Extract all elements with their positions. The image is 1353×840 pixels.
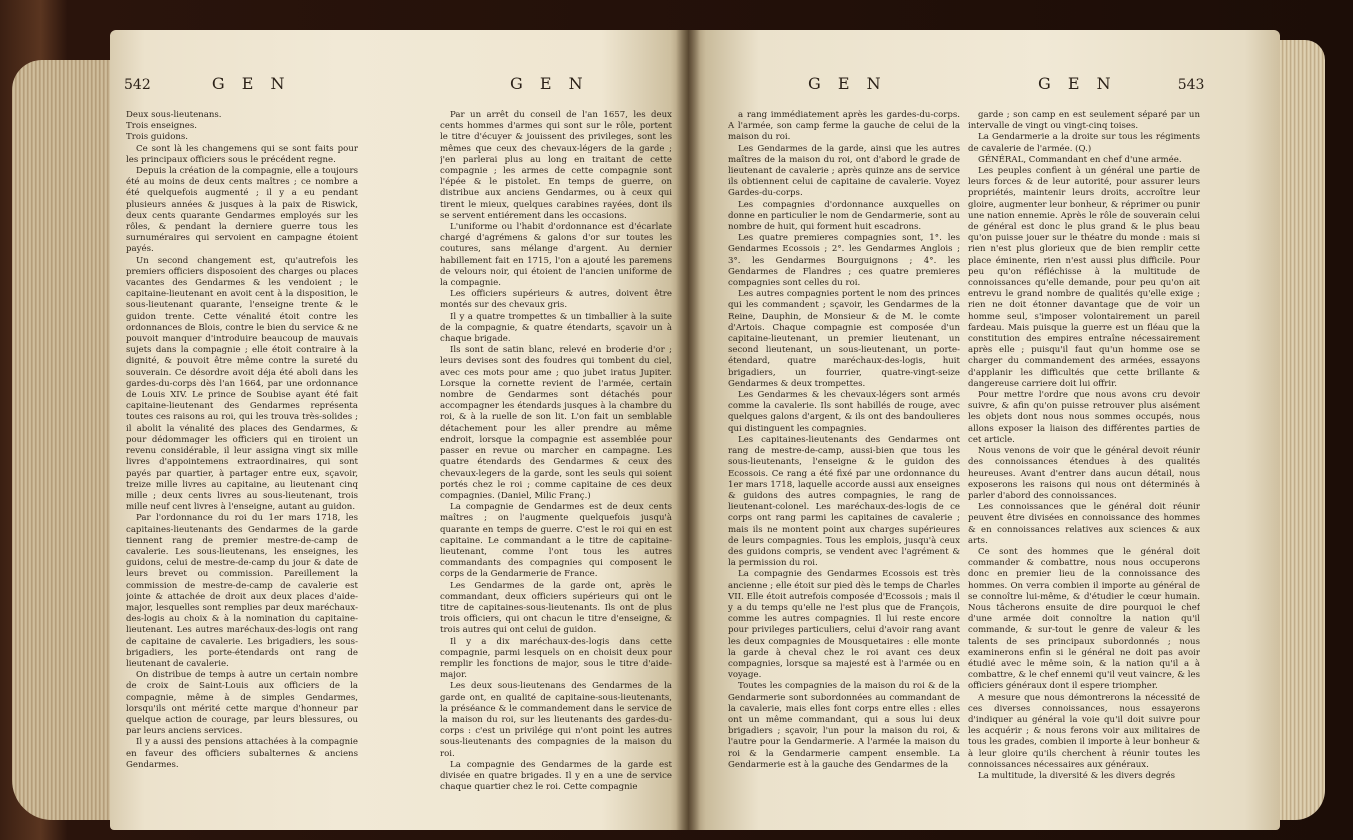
left-page — [110, 30, 688, 830]
paragraph: La compagnie de Gendarmes est de deux cents maîtres ; on l'augmente quelquefois jusqu'à quarante en temps de guerre. C'est le roi qui en est capitaine. Le commandant a le titre de capitaine-lieutenant, comme l'ont tous les autres commandants des compagnies qui composent le corps de la Gendarmerie de France. — [440, 502, 672, 580]
paragraph: Les autres compagnies portent le nom des princes qui les commandent ; sçavoir, les Gendarmes de la Reine, Dauphin, de Monsieur & de M. le comte d'Artois. Chaque compagnie est composée d'un capitaine-lieutenant, un premier lieutenant, un second lieutenant, un sous-lieutenant, un porte-étendard, quatre maréchaux-des-logis, huit brigadiers, un fourrier, quatre-vingt-seize Gendarmes & deux trompettes. — [728, 289, 960, 389]
right-page-header-right — [1038, 74, 1204, 100]
paragraph: Les quatre premieres compagnies sont, 1°. les Gendarmes Ecossois ; 2°. les Gendarmes Anglois ; 3°. les Gendarmes Bourguignons ; 4°. les Gendarmes de Flandres ; ces quatre premieres compagnies sont celles du roi. — [728, 233, 960, 289]
right-column-2 — [968, 110, 1200, 810]
paragraph: Trois enseignes. — [126, 121, 198, 132]
paragraph: Trois guidons. — [126, 132, 189, 143]
paragraph: La compagnie des Gendarmes de la garde est divisée en quatre brigades. Il y en a une de service chaque quartier chez le roi. Cette compagnie — [440, 759, 672, 793]
paragraph: Ils sont de satin blanc, relevé en broderie d'or ; leurs devises sont des foudres qui tombent du ciel, avec ces mots pour ame ; quo jubet iratus Jupiter. Lorsque la cornette revient de l'armée, certain nombre de Gendarmes sont détachés pour accompagner les étendards jusques à la chambre du roi, & à la ruelle de son lit. L'on fait un semblable détachement pour les aller prendre au même endroit, lorsque la compagnie est assemblée pour passer en revue ou marcher en campagne. Les quatre étendards des Gendarmes & ceux des chevaux-legers de la garde, sont les seuls qui soient portés chez le roi ; comme capitaine de ces deux compagnies. (Daniel, Milic Franç.) — [440, 345, 672, 501]
left-page-edges — [12, 60, 112, 820]
left-column-2 — [440, 110, 672, 810]
paragraph: Il y a aussi des pensions attachées à la compagnie en faveur des officiers subalternes & anciens Gendarmes. — [126, 737, 358, 770]
paragraph: Les Gendarmes de la garde ont, après le commandant, deux officiers supérieurs qui ont le titre de capitaines-sous-lieutenants. Ils ont de plus trois officiers, qui ont chacun le titre d'enseigne, & trois autres qui ont celui de guidon. — [440, 580, 672, 636]
left-column-1 — [126, 110, 358, 810]
paragraph: On distribue de temps à autre un certain nombre de croix de Saint-Louis aux officiers de la compagnie, même à de simples Gendarmes, lorsqu'ils ont mérité cette marque d'honneur par quelque action de courage, par leurs blessures, ou par leurs anciens services. — [126, 670, 358, 737]
paragraph: Nous venons de voir que le général devoit réunir des connoissances étendues à des qualités heureuses. Avant d'entrer dans aucun détail, nous exposerons les raisons qui nous ont déterminés à parler d'abord des connoissances. — [968, 446, 1200, 501]
right-header-title-2: G E N — [1038, 74, 1117, 93]
paragraph: Toutes les compagnies de la maison du roi & de la Gendarmerie sont subordonnées au commandant de la cavalerie, mais elles font corps entre elles : elles ont un même commandant, qui a sous lui deux brigadiers ; sçavoir, l'un pour la maison du roi, & l'autre pour la Gendarmerie. A l'armée la maison du roi & la Gendarmerie campent ensemble. La Gendarmerie est à la gauche des Gendarmes de la — [728, 681, 960, 770]
right-header-title-1: G E N — [808, 74, 887, 93]
paragraph: Il y a dix maréchaux-des-logis dans cette compagnie, parmi lesquels on en choisit deux pour remplir les fonctions de major, sous le titre d'aide-major. — [440, 636, 672, 681]
paragraph: Un second changement est, qu'autrefois les premiers officiers disposoient des charges ou places vacantes des Gendarmes & les vendoient ; le capitaine-lieutenant en avoit cent à la disposition, le sous-lieutenant quarante, l'enseigne trente & le guidon trente. Cette vénalité étoit contre les ordonnances de Blois, contre le bien du service & ne pouvoit manquer d'introduire beaucoup de mauvais sujets dans la compagnie ; elle étoit contraire à la dignité, & pouvoit être même contre la sureté du souverain. Ce désordre avoit déja été aboli dans les gardes-du-corps dès l'an 1664, par une ordonnance de Louis XIV. Le prince de Soubise ayant été fait capitaine-lieutenant des Gendarmes représenta toutes ces raisons au roi, qui les trouva très-solides ; il abolit la vénalité des places des Gendarmes, & pour dédommager les officiers qui en tiroient un revenu considérable, il leur assigna vingt six mille livres d'appointemens extraordinaires, qui sont payés par quartier, à partager entre eux, sçavoir, treize mille livres au capitaine, au lieutenant cinq mille ; deux cents livres au sous-lieutenant, trois mille neuf cent livres à l'enseigne, autant au guidon. — [126, 255, 358, 513]
paragraph: Ce sont des hommes que le général doit commander & combattre, nous nous occuperons donc en premier lieu de la connoissance des hommes. On verra combien il importe au général de se connoître lui-même, & d'étudier le cœur humain. Nous tâcherons ensuite de dire pourquoi le chef d'une armée doit connoître la nation qu'il commande, & sur-tout le genre de valeur & les talents de ses principaux subordonnés ; nous examinerons enfin si le général ne doit pas avoir étudié avec le même soin, & la nation qu'il a à combattre, & le chef ennemi qu'il veut vaincre, & les officiers généraux dont il espere triompher. — [968, 546, 1200, 692]
paragraph: a rang immédiatement après les gardes-du-corps. A l'armée, son camp ferme la gauche de celui de la maison du roi. — [728, 110, 960, 143]
paragraph: Les deux sous-lieutenans des Gendarmes de la garde ont, en qualité de capitaine-sous-lieutenants, la préséance & le commandement dans le service de la maison du roi, sur les lieutenants des gardes-du-corps : c'est un privilége qui n'ont point les autres sous-lieutenants des compagnies de la maison du roi. — [440, 681, 672, 759]
paragraph: Il y a quatre trompettes & un timballier à la suite de la compagnie, & quatre étendarts, sçavoir un à chaque brigade. — [440, 311, 672, 345]
paragraph: L'uniforme ou l'habit d'ordonnance est d'écarlate chargé d'agrémens & galons d'or sur toutes les coutures, sans mélange d'argent. Au dernier habillement fait en 1715, l'on a ajouté les paremens de velours noir, qui étoient de l'ancien uniforme de la compagnie. — [440, 222, 672, 289]
right-page-number: 543 — [1177, 77, 1205, 93]
paragraph: Deux sous-lieutenans. — [126, 110, 222, 120]
paragraph: GÉNÉRAL, Commandant en chef d'une armée. — [978, 154, 1182, 165]
left-header-title-1: G E N — [211, 74, 291, 93]
paragraph: Les compagnies d'ordonnance auxquelles on donne en particulier le nom de Gendarmerie, sont au nombre de huit, qui forment huit escadrons. — [728, 199, 960, 233]
left-header-title-2: G E N — [510, 74, 589, 93]
paragraph: Par un arrêt du conseil de l'an 1657, les deux cents hommes d'armes qui sont sur le rôle, portent le titre d'écuyer & jouissent des privileges, sont les mêmes que ceux des chevaux-légers de la garde ; j'en parlerai plus au long en traitant de cette compagnie ; les armes de cette compagnie sont l'épée & le pistolet. En temps de guerre, on distribue aux anciens Gendarmes, ou à ceux qui tirent le mieux, quelques carabines rayées, dont ils se servent entiérement dans les occasions. — [440, 110, 672, 221]
paragraph: Les Gendarmes & les chevaux-légers sont armés comme la cavalerie. Ils sont habillés de rouge, avec quelques galons d'argent, & ils ont des bandoulieres qui distinguent les compagnies. — [728, 390, 960, 434]
book-gutter — [676, 30, 700, 830]
right-page — [688, 30, 1280, 830]
paragraph: La compagnie des Gendarmes Ecossois est très ancienne ; elle étoit sur pied dès le temps de Charles VII. Elle étoit autrefois composée d'Ecossois ; mais il y a du temps qu'elle ne l'est plus que de François, comme les autres compagnies. Il lui reste encore pour privileges particuliers, celui d'avoir rang avant les deux compagnies de Mousquetaires : elle monte la garde à cheval chez le roi avant ces deux compagnies, lorsque sa majesté est à l'armée ou en voyage. — [728, 569, 960, 681]
paragraph: Les peuples confient à un général une partie de leurs forces & de leur autorité, pour assurer leurs propriétés, maintenir leurs droits, accroître leur gloire, augmenter leur bonheur, & réprimer ou punir une nation ennemie. Après le rôle de souverain celui de général est donc le plus grand & le plus beau qu'on puisse jouer sur le théatre du monde : mais si rien n'est plus glorieux que de bien remplir cette place éminente, rien n'est aussi plus difficile. Pour peu qu'on réfléchisse à la multitude de connoissances qu'elle demande, pour peu qu'on ait entrevu le grand nombre de qualités qu'elle exige ; rien ne doit étonner davantage que de voir un homme seul, s'imposer volontairement un pareil fardeau. Mais puisque la guerre est un fléau que la constitution des empires entraîne nécessairement après elle ; puisqu'il faut qu'un homme ose se charger du commandement des armées, essayons d'applanir les difficultés que cette brillante & dangereuse carriere doit lui offrir. — [968, 166, 1200, 389]
paragraph: Les capitaines-lieutenants des Gendarmes ont rang de mestre-de-camp, aussi-bien que tous les sous-lieutenants, l'enseigne & le guidon des Ecossois. Ce rang a été fixé par une ordonnance du 1er mars 1718, laquelle accorde aussi aux enseignes & guidons des autres compagnies, le rang de lieutenant-colonel. Les maréchaux-des-logis de ce corps ont rang parmi les capitaines de cavalerie ; mais ils ne montent point aux charges supérieures de leurs compagnies. Tous les emplois, jusqu'à ceux des guidons compris, se vendent avec l'agrément & la permission du roi. — [728, 434, 960, 569]
paragraph: Les officiers supérieurs & autres, doivent être montés sur des chevaux gris. — [440, 289, 672, 311]
left-page-header-left — [124, 74, 290, 100]
paragraph: Pour mettre l'ordre que nous avons cru devoir suivre, & afin qu'on puisse retrouver plus aisément les objets dont nous nous sommes occupés, nous allons exposer la liaison des différentes parties de cet article. — [968, 390, 1200, 445]
paragraph: Les connoissances que le général doit réunir peuvent être divisées en connoissance des hommes & en connoissances relatives aux sciences & aux arts. — [968, 502, 1200, 546]
paragraph: A mesure que nous démontrerons la nécessité de ces diverses connoissances, nous essayerons d'indiquer au général la voie qu'il doit suivre pour les acquérir ; & nous ferons voir aux militaires de tous les grades, combien il importe à leur bonheur & à leur gloire qu'ils cherchent à réunir toutes les connoissances nécessaires aux généraux. — [968, 692, 1200, 770]
paragraph: La multitude, la diversité & les divers degrés — [978, 770, 1176, 781]
left-page-number: 542 — [124, 77, 151, 93]
paragraph: Ce sont là les changemens qui se sont faits pour les principaux officiers sous le précédent regne. — [126, 143, 358, 165]
paragraph: Depuis la création de la compagnie, elle a toujours été au moins de deux cents maîtres ; ce nombre a été quelquefois augmenté ; il y a eu pendant plusieurs années & jusques à la paix de Riswick, deux cents quarante Gendarmes employés sur les rôles, & pendant la derniere guerre tous les surnuméraires qui servoient en campagne étoient payés. — [126, 166, 358, 255]
paragraph: Par l'ordonnance du roi du 1er mars 1718, les capitaines-lieutenants des Gendarmes de la garde tiennent rang de premier mestre-de-camp de cavalerie. Les sous-lieutenans, les enseignes, les guidons, celui de mestre-de-camp du jour & date de leurs brevet ou commission. Pareillement la commission de mestre-de-camp de cavalerie est jointe & attachée de droit aux deux places d'aide-major, lesquelles sont remplies par deux maréchaux-des-logis au choix & à la nomination du capitaine-lieutenant. Les autres maréchaux-des-logis ont rang de capitaine de cavalerie. Les brigadiers, les sous-brigadiers, les porte-étendards ont rang de lieutenant de cavalerie. — [126, 513, 358, 669]
paragraph: La Gendarmerie a la droite sur tous les régiments de cavalerie de l'armée. (Q.) — [968, 132, 1200, 154]
paragraph: garde ; son camp en est seulement séparé par un intervalle de vingt ou vingt-cinq toises. — [968, 110, 1200, 132]
right-page-header-left — [808, 74, 887, 100]
right-page-edges — [1275, 40, 1325, 820]
left-page-header-right — [510, 74, 589, 100]
right-column-1 — [728, 110, 960, 810]
paragraph: Les Gendarmes de la garde, ainsi que les autres maîtres de la maison du roi, ont d'abord le grade de lieutenant de cavalerie ; après quinze ans de service ils obtiennent celui de capitaine de cavalerie. Voyez Gardes-du-corps. — [728, 143, 960, 199]
